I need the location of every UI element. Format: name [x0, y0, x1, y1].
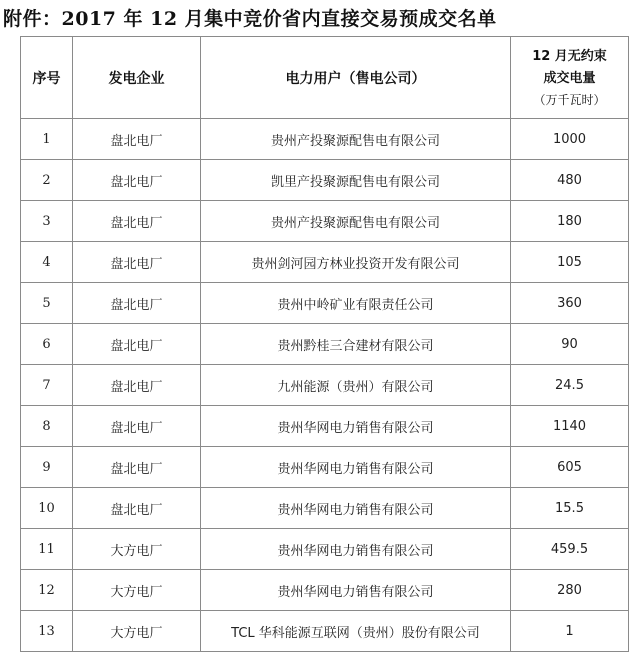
cell-generator: 大方电厂	[73, 611, 201, 652]
cell-customer: 贵州华网电力销售有限公司	[201, 406, 511, 447]
cell-quantity: 180	[511, 201, 629, 242]
header-quantity-unit: （万千瓦时）	[533, 92, 606, 107]
cell-customer: 九州能源（贵州）有限公司	[201, 365, 511, 406]
table-row	[21, 324, 629, 365]
cell-quantity: 15.5	[511, 488, 629, 529]
cell-customer: 贵州华网电力销售有限公司	[201, 529, 511, 570]
cell-seq: 6	[21, 324, 73, 365]
cell-customer: 贵州黔桂三合建材有限公司	[201, 324, 511, 365]
table-row	[21, 119, 629, 160]
cell-generator: 盘北电厂	[73, 365, 201, 406]
table-header-row	[21, 37, 629, 119]
table-row	[21, 160, 629, 201]
table-row	[21, 611, 629, 652]
cell-quantity: 1000	[511, 119, 629, 160]
cell-seq: 11	[21, 529, 73, 570]
cell-seq: 4	[21, 242, 73, 283]
cell-generator: 盘北电厂	[73, 160, 201, 201]
header-quantity-line1: 12 月无约束	[532, 48, 607, 64]
table-row	[21, 570, 629, 611]
cell-generator: 盘北电厂	[73, 324, 201, 365]
cell-quantity: 360	[511, 283, 629, 324]
table-row	[21, 529, 629, 570]
cell-seq: 5	[21, 283, 73, 324]
table-row	[21, 488, 629, 529]
cell-quantity: 459.5	[511, 529, 629, 570]
cell-quantity: 105	[511, 242, 629, 283]
cell-seq: 8	[21, 406, 73, 447]
cell-quantity: 280	[511, 570, 629, 611]
cell-generator: 盘北电厂	[73, 447, 201, 488]
cell-quantity: 480	[511, 160, 629, 201]
cell-customer: 贵州产投聚源配售电有限公司	[201, 119, 511, 160]
table-row	[21, 242, 629, 283]
cell-seq: 2	[21, 160, 73, 201]
table-row	[21, 365, 629, 406]
header-quantity	[511, 37, 629, 119]
cell-seq: 12	[21, 570, 73, 611]
cell-customer: 贵州华网电力销售有限公司	[201, 488, 511, 529]
cell-quantity: 605	[511, 447, 629, 488]
cell-generator: 大方电厂	[73, 529, 201, 570]
cell-quantity: 1	[511, 611, 629, 652]
cell-customer: 贵州产投聚源配售电有限公司	[201, 201, 511, 242]
cell-seq: 10	[21, 488, 73, 529]
header-quantity-line2: 成交电量	[543, 70, 596, 86]
cell-customer: 贵州华网电力销售有限公司	[201, 570, 511, 611]
table-row	[21, 447, 629, 488]
cell-generator: 大方电厂	[73, 570, 201, 611]
header-customer: 电力用户（售电公司）	[201, 37, 511, 119]
cell-generator: 盘北电厂	[73, 119, 201, 160]
cell-seq: 9	[21, 447, 73, 488]
cell-generator: 盘北电厂	[73, 242, 201, 283]
cell-seq: 1	[21, 119, 73, 160]
cell-customer: TCL 华科能源互联网（贵州）股份有限公司	[201, 611, 511, 652]
cell-quantity: 1140	[511, 406, 629, 447]
cell-generator: 盘北电厂	[73, 406, 201, 447]
cell-customer: 贵州中岭矿业有限责任公司	[201, 283, 511, 324]
header-generator: 发电企业	[73, 37, 201, 119]
cell-quantity: 90	[511, 324, 629, 365]
table-row	[21, 201, 629, 242]
cell-seq: 7	[21, 365, 73, 406]
cell-seq: 13	[21, 611, 73, 652]
cell-generator: 盘北电厂	[73, 488, 201, 529]
document-title: 附件：2017 年 12 月集中竞价省内直接交易预成交名单	[3, 8, 497, 30]
cell-customer: 贵州剑河园方林业投资开发有限公司	[201, 242, 511, 283]
cell-seq: 3	[21, 201, 73, 242]
transaction-table	[20, 36, 629, 652]
cell-customer: 凯里产投聚源配售电有限公司	[201, 160, 511, 201]
cell-generator: 盘北电厂	[73, 283, 201, 324]
table-row	[21, 283, 629, 324]
table-row	[21, 406, 629, 447]
cell-customer: 贵州华网电力销售有限公司	[201, 447, 511, 488]
header-seq: 序号	[21, 37, 73, 119]
cell-quantity: 24.5	[511, 365, 629, 406]
cell-generator: 盘北电厂	[73, 201, 201, 242]
